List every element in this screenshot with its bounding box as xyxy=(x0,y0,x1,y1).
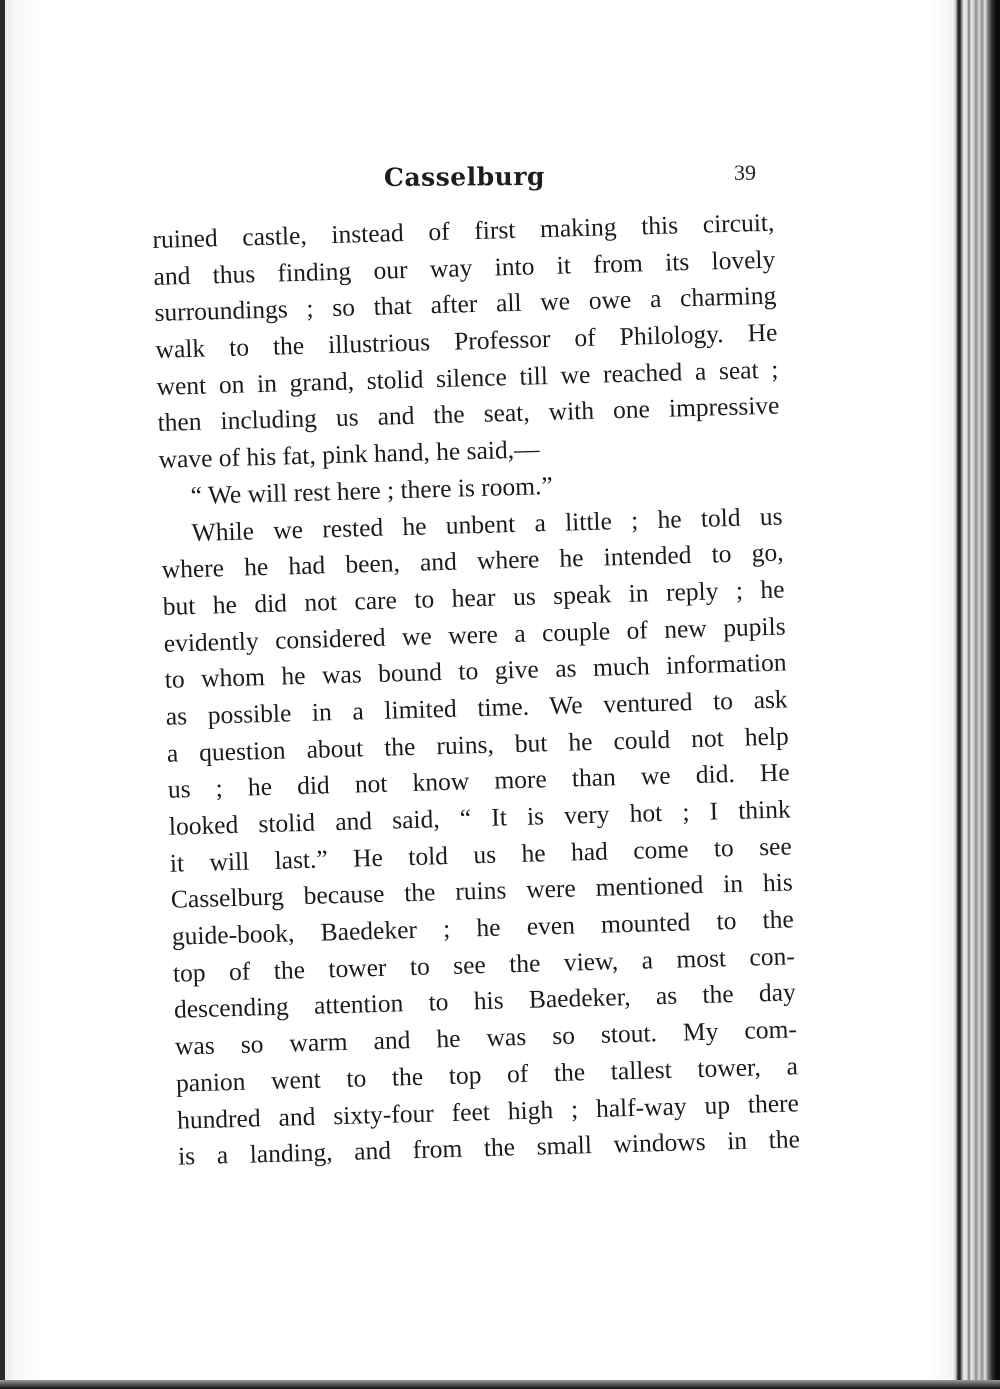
text-line: guide-book, Baedeker ; he even mounted to the xyxy=(171,904,795,951)
text-line: and thus finding our way into it from its lovely xyxy=(153,244,776,291)
text-line: but he did not care to hear us speak in reply ; he xyxy=(162,574,785,621)
text-line: is a landing, and from the small windows in the xyxy=(177,1124,801,1171)
text-line: us ; he did not know more than we did. He xyxy=(167,757,791,805)
page-gutter-shadow xyxy=(0,0,5,1389)
text-line: where he had been, and where he intended to go, xyxy=(161,537,784,585)
text-line: While we rested he unbent a little ; he told us xyxy=(191,501,783,547)
text-line: “ We will rest here ; there is room.” xyxy=(190,470,554,510)
text-line: Casselburg because the ruins were mentioned in his xyxy=(170,867,794,915)
text-line: went on in grand, stolid silence till we reached a seat ; xyxy=(156,354,779,401)
text-line: descending attention to his Baedeker, as the day xyxy=(173,977,797,1025)
text-line: walk to the illustrious Professor of Philology. He xyxy=(155,317,778,365)
text-line: wave of his fat, pink hand, he said,— xyxy=(158,434,540,475)
text-line: looked stolid and said, “ It is very hot ; I think xyxy=(168,794,792,841)
text-line: top of the tower to see the view, a most con- xyxy=(172,941,796,988)
text-line: ruined castle, instead of first making this circuit, xyxy=(152,207,775,254)
page-bottom-edge xyxy=(0,1380,1000,1389)
text-line: surroundings ; so that after all we owe a charming xyxy=(154,280,777,328)
text-line: hundred and sixty-four feet high ; half-way up there xyxy=(176,1087,800,1135)
text-line: was so warm and he was so stout. My com- xyxy=(174,1014,798,1061)
body-text xyxy=(152,204,808,1175)
running-title: Casselburg xyxy=(383,161,546,192)
text-line: it will last.” He told us he had come to see xyxy=(169,831,793,878)
text-line: evidently considered we were a couple of new pupils xyxy=(163,611,786,658)
page-edge-stack xyxy=(952,0,1000,1389)
text-line: panion went to the top of the tallest tower, a xyxy=(175,1051,799,1098)
page-number: 39 xyxy=(734,160,756,185)
text-line: a question about the ruins, but he could not help xyxy=(166,721,789,768)
text-line: as possible in a limited time. We ventured to ask xyxy=(165,684,788,731)
text-line: then including us and the seat, with one impressive xyxy=(157,390,780,438)
text-line: to whom he was bound to give as much information xyxy=(164,647,787,695)
